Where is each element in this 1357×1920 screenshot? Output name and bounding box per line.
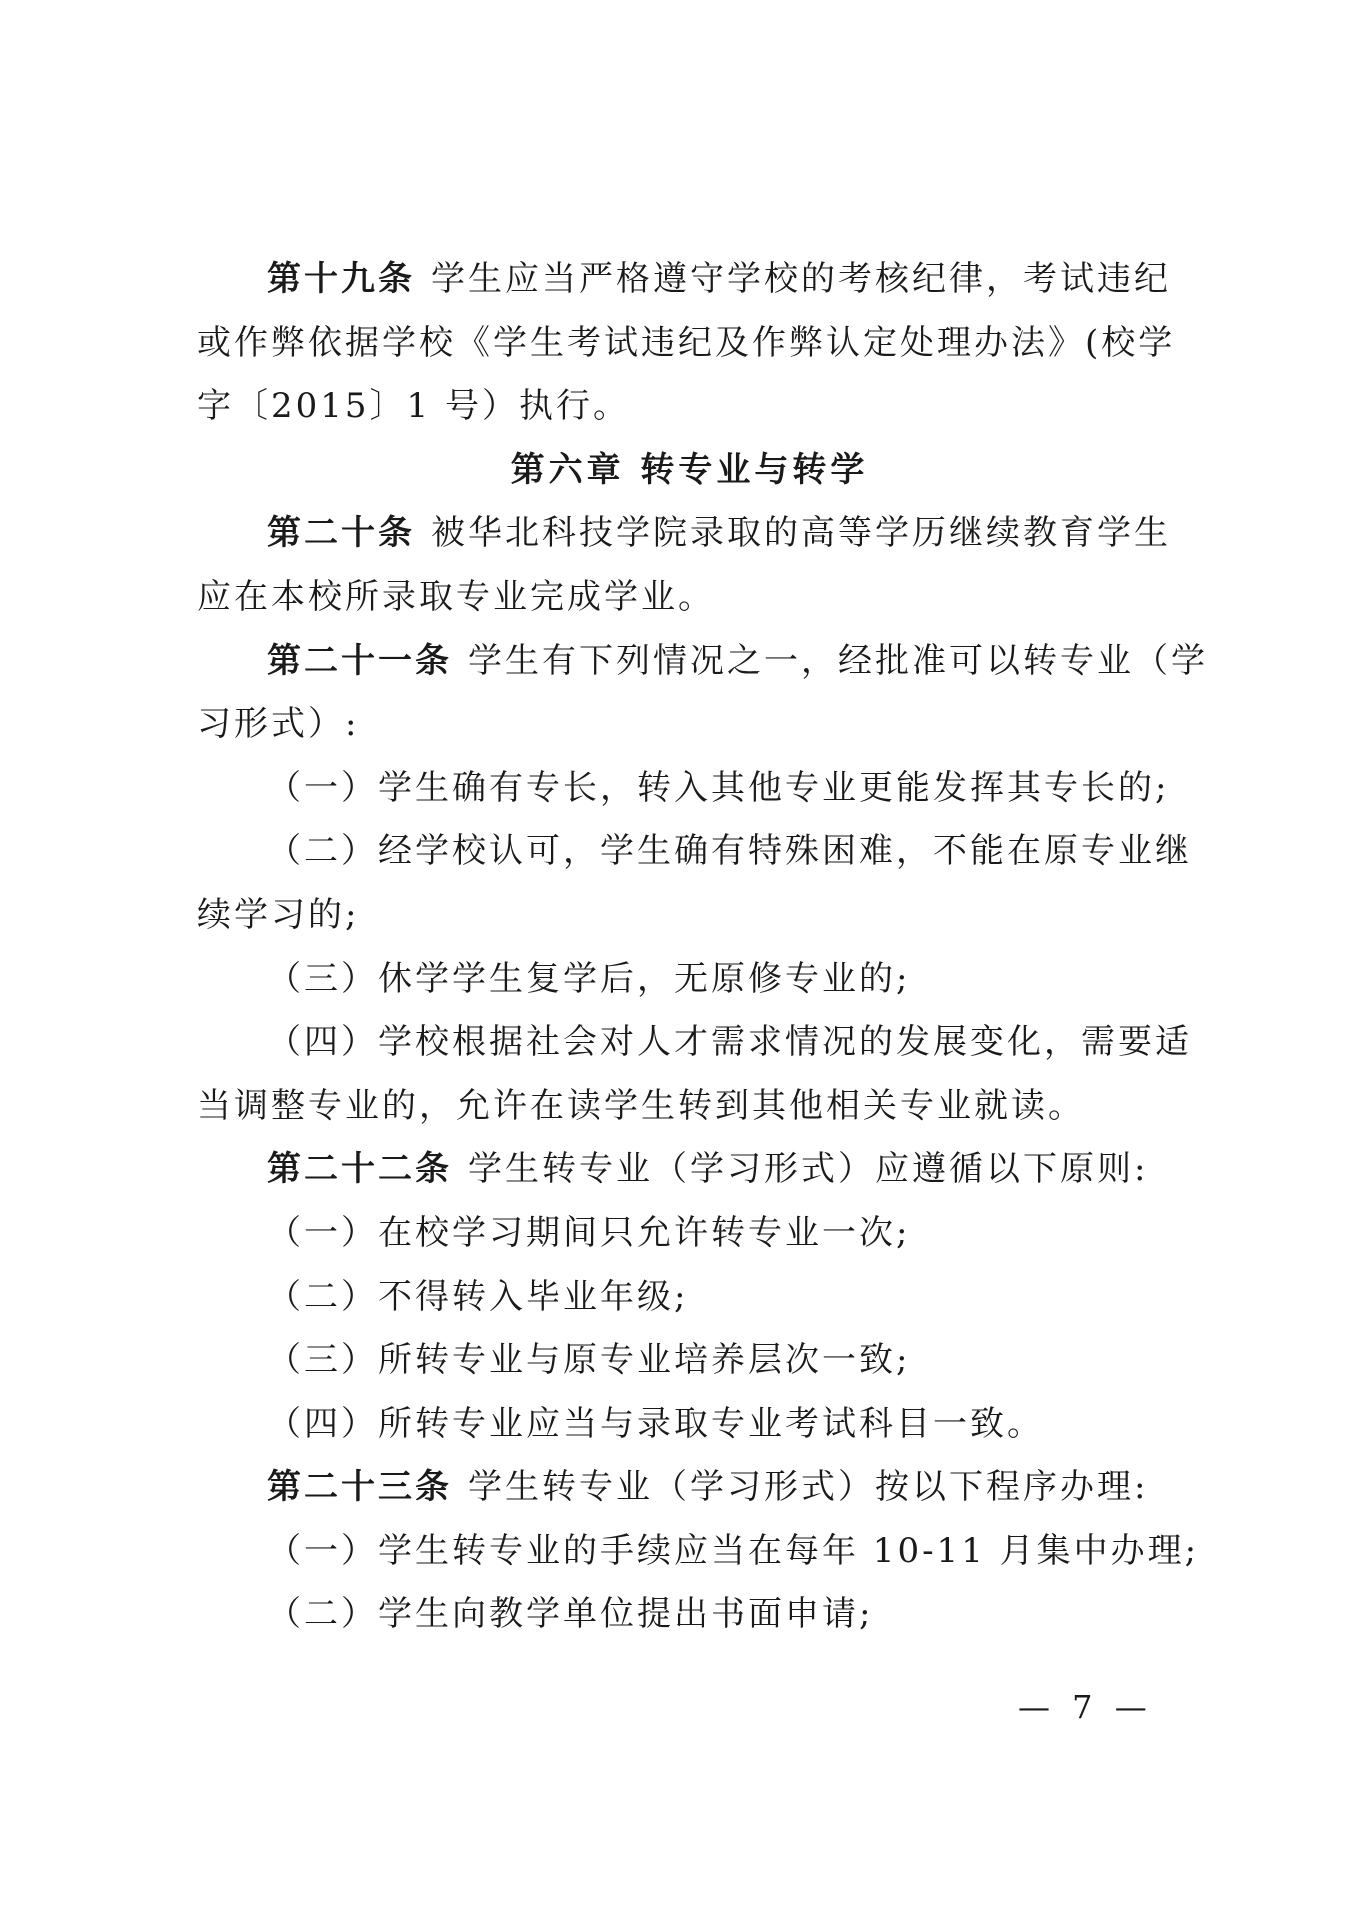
article-number: 第二十一条 xyxy=(267,640,452,681)
document-body xyxy=(197,248,1208,1647)
article-21-line-2: 习形式）: xyxy=(197,704,360,745)
article-23-item-2: （二）学生向教学单位提出书面申请; xyxy=(267,1594,874,1635)
article-20-line-1 xyxy=(197,502,1182,566)
article-22-item-1: （一）在校学习期间只允许转专业一次; xyxy=(267,1212,911,1253)
article-21-item-4: （四）学校根据社会对人才需求情况的发展变化，需要适 xyxy=(267,1022,1192,1063)
chapter-heading: 第六章 转专业与转学 xyxy=(510,449,869,490)
article-text: 学生有下列情况之一，经批准可以转专业（学 xyxy=(468,640,1208,681)
article-number: 第十九条 xyxy=(267,259,415,299)
article-22-item-2: （二）不得转入毕业年级; xyxy=(267,1276,689,1317)
article-text: 学生转专业（学习形式）按以下程序办理: xyxy=(468,1467,1149,1508)
article-21-item-1: （一）学生确有专长，转入其他专业更能发挥其专长的; xyxy=(267,767,1170,808)
article-23-line-1 xyxy=(197,1456,1182,1520)
article-21-item-3: （三）休学学生复学后，无原修专业的; xyxy=(267,958,911,999)
article-text: 学生应当严格遵守学校的考核纪律，考试违纪 xyxy=(431,259,1171,299)
page-number: — 7 — xyxy=(1018,1688,1153,1726)
article-21-item-2-cont: 续学习的; xyxy=(197,894,360,935)
article-22-item-4: （四）所转专业应当与录取专业考试科目一致。 xyxy=(267,1403,1044,1444)
article-text: 学生转专业（学习形式）应遵循以下原则: xyxy=(468,1149,1149,1190)
article-21-item-2: （二）经学校认可，学生确有特殊困难，不能在原专业继 xyxy=(267,831,1192,872)
article-22-line-1 xyxy=(197,1138,1182,1202)
article-number: 第二十条 xyxy=(267,513,415,554)
article-19-line-1 xyxy=(197,248,1182,312)
article-text: 被华北科技学院录取的高等学历继续教育学生 xyxy=(431,513,1171,554)
article-19-line-3: 字〔2015〕1 号）执行。 xyxy=(197,386,630,427)
article-22-item-3: （三）所转专业与原专业培养层次一致; xyxy=(267,1340,911,1381)
article-19-line-2: 或作弊依据学校《学生考试违纪及作弊认定处理办法》(校学 xyxy=(197,322,1176,363)
article-21-line-1 xyxy=(197,630,1208,694)
article-21-item-4-cont: 当调整专业的，允许在读学生转到其他相关专业就读。 xyxy=(197,1085,1085,1126)
article-23-item-1: （一）学生转专业的手续应当在每年 10-11 月集中办理; xyxy=(267,1530,1200,1571)
article-20-line-2: 应在本校所录取专业完成学业。 xyxy=(197,576,715,617)
article-number: 第二十二条 xyxy=(267,1149,452,1190)
article-number: 第二十三条 xyxy=(267,1467,452,1508)
